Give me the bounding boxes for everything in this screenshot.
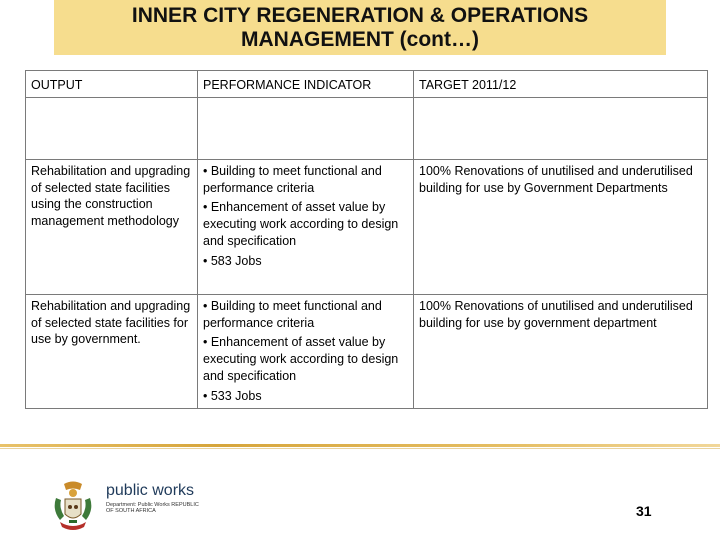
table-header-row: [26, 71, 708, 98]
output-cell: Rehabilitation and upgrading of selected state facilities for use by government.: [26, 294, 198, 408]
indicator-item: • Building to meet functional and performance criteria: [203, 163, 382, 195]
indicator-item: • 583 Jobs: [203, 253, 262, 268]
indicator-item: • 533 Jobs: [203, 388, 262, 403]
performance-table: [25, 70, 708, 409]
indicator-cell: [198, 159, 414, 294]
indicator-cell: [198, 294, 414, 408]
indicator-item: • Enhancement of asset value by executing work according to design and specification: [203, 335, 399, 383]
table-row: [26, 294, 708, 408]
footer-divider-thin: [0, 448, 720, 449]
table-row: [26, 159, 708, 294]
coat-of-arms-icon: [50, 480, 96, 534]
slide-title: [54, 0, 666, 55]
page-number: 31: [636, 503, 652, 519]
blank-cell: [198, 97, 414, 159]
title-line-2: MANAGEMENT (cont…): [241, 27, 479, 51]
public-works-logo: [50, 480, 210, 536]
output-cell: Rehabilitation and upgrading of selected state facilities using the construction management methodology: [26, 159, 198, 294]
title-line-1: INNER CITY REGENERATION & OPERATIONS: [131, 3, 589, 27]
header-performance-indicator: PERFORMANCE INDICATOR: [198, 71, 414, 98]
target-cell: 100% Renovations of unutilised and underutilised building for use by government department: [414, 294, 708, 408]
table-row-blank: [26, 97, 708, 159]
header-output: OUTPUT: [26, 71, 198, 98]
indicator-item: • Building to meet functional and performance criteria: [203, 298, 382, 330]
header-target: TARGET 2011/12: [414, 71, 708, 98]
logo-name: public works: [106, 482, 195, 499]
target-cell: 100% Renovations of unutilised and underutilised building for use by Government Departments: [414, 159, 708, 294]
footer-divider: [0, 444, 720, 447]
blank-cell: [26, 97, 198, 159]
blank-cell: [414, 97, 708, 159]
indicator-item: • Enhancement of asset value by executing work according to design and specification: [203, 200, 399, 248]
logo-department: Department: Public Works REPUBLIC OF SOUTH AFRICA: [106, 502, 199, 515]
logo-text: [106, 482, 206, 515]
